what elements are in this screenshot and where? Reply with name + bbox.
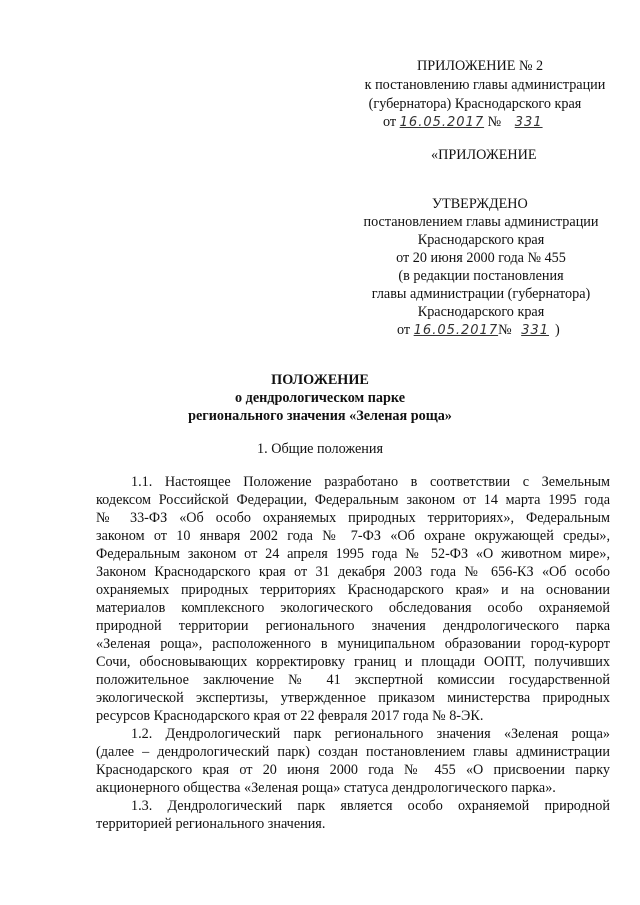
handwritten-date: 16.05.2017 [413, 323, 499, 338]
handwritten-number: 331 [514, 115, 543, 130]
approved-line-6: Краснодарского края [417, 304, 545, 320]
para-1-1-line: 1.1. Настоящее Положение разработано в соответствии с Земельным [131, 474, 610, 490]
para-1-1-line: законом от 10 января 2002 года № 7-ФЗ «Об охране окружающей среды», [96, 528, 610, 544]
para-1-2-line: 1.2. Дендрологический парк регионального значения «Зеленая роща» [131, 726, 610, 742]
document-subtitle-2: регионального значения «Зеленая роща» [188, 408, 452, 424]
para-1-1-line: «Зеленая роща», расположенного в муниципальном образовании город-курорт [96, 636, 610, 652]
para-1-1-line: экологической экспертизы, утвержденное приказом министерства природных [96, 690, 610, 706]
para-1-1-line: кодексом Российской Федерации, Федеральным законом от 14 марта 1995 года [96, 492, 610, 508]
section-heading: 1. Общие положения [257, 441, 383, 457]
para-1-2-line: Краснодарского края от 20 июня 2000 года № 455 «О присвоении парку [96, 762, 610, 778]
para-1-1-line: Законом Краснодарского края от 31 декабря 2003 года № 656-КЗ «Об особо [96, 564, 610, 580]
para-1-3-line: 1.3. Дендрологический парк является особо охраняемой природной [131, 798, 610, 814]
appendix-title: ПРИЛОЖЕНИЕ № 2 [417, 58, 544, 74]
para-1-1-line: Федеральным законом от 24 апреля 1995 года № 52-ФЗ «О животном мире», [96, 546, 610, 562]
number-sign: № [498, 322, 512, 338]
number-sign: № [487, 114, 502, 130]
approved-line-5: главы администрации (губернатора) [371, 286, 591, 302]
para-1-1-line: охраняемых природных территориях Краснодарского края» и на основании [96, 582, 610, 598]
closing-paren: ) [555, 322, 560, 338]
para-1-1-line: материалов комплексного экологического обследования особо охраняемой [96, 600, 610, 616]
para-1-1-line: ресурсов Краснодарского края от 22 февраля 2017 года № 8-ЭК. [96, 708, 484, 724]
from-word: от [397, 322, 411, 338]
header-line-2: (губернатора) Краснодарского края [368, 96, 582, 112]
approved-line-2: Краснодарского края [417, 232, 545, 248]
approved-line-4: (в редакции постановления [398, 268, 564, 284]
para-1-1-line: № 33-ФЗ «Об особо охраняемых природных территориях», Федеральным [96, 510, 610, 526]
document-subtitle-1: о дендрологическом парке [235, 390, 405, 406]
header-date-line [383, 114, 553, 131]
para-1-1-line: положительное заключение № 41 экспертной комиссии государственной [96, 672, 610, 688]
document-title: ПОЛОЖЕНИЕ [271, 372, 369, 388]
para-1-1-line: Сочи, обосновывающих корректировку границ и площади ООПТ, получивших [96, 654, 610, 670]
para-1-3-line: территорией регионального значения. [96, 816, 326, 832]
from-word: от [383, 114, 397, 130]
appendix-label: «ПРИЛОЖЕНИЕ [431, 147, 537, 163]
approved-line-3: от 20 июня 2000 года № 455 [396, 250, 566, 266]
header-line-1: к постановлению главы администрации [364, 77, 606, 93]
para-1-2-line: (далее – дендрологический парк) создан постановлением главы администрации [96, 744, 610, 760]
para-1-1-line: природной территории регионального значения дендрологического парка [96, 618, 610, 634]
handwritten-date: 16.05.2017 [399, 115, 485, 130]
handwritten-number: 331 [521, 323, 550, 338]
approved-date-line [397, 322, 560, 339]
approved-line-1: постановлением главы администрации [363, 214, 599, 230]
approved-title: УТВЕРЖДЕНО [432, 196, 528, 212]
para-1-2-line: акционерного общества «Зеленая роща» статуса дендрологического парка». [96, 780, 556, 796]
